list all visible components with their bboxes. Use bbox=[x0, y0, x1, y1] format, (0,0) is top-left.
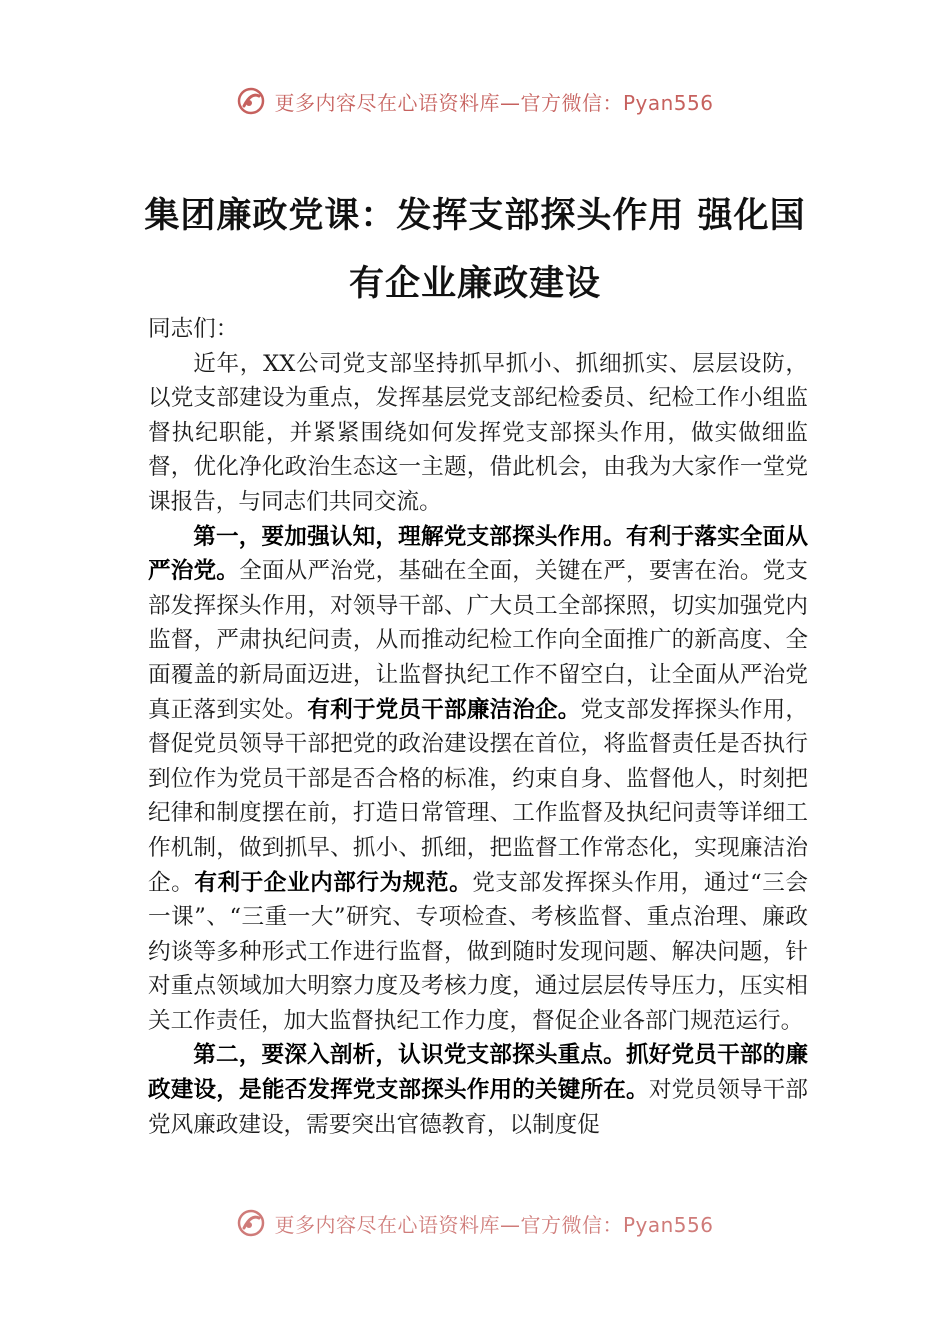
watermark-footer bbox=[0, 1208, 950, 1238]
document-title-line-2: 有企业廉政建设 bbox=[348, 264, 601, 304]
paragraph-text: 全面从严治党，基础在全面，关键在严，要害在治。党支部发挥探头作用，对领导干部、广大员工全部探照，切实加强党内监督，严肃执纪问责，从而推动纪检工作向全面推广的新高度、全面覆盖的新局面迈进，让监督执纪工作不留空白，让全面从严治党真正落到实处。 bbox=[148, 558, 809, 723]
bold-subheading: 有利于企业内部行为规范。 bbox=[194, 869, 473, 896]
bold-heading-second: 第二，要深入剖析，认识党支部探头重点。抓好党员干部的廉政建设，是能否发挥党支部探头作用的关键所在。 bbox=[148, 1042, 808, 1104]
paragraph-text: 党支部发挥探头作用，督促党员领导干部把党的政治建设摆在首位，将监督责任是否执行到位作为党员干部是否合格的标准，约束自身、监督他人，时刻把纪律和制度摆在前，打造日常管理、工作监督及执纪问责等详细工作机制，做到抓早、抓小、抓细，把监督工作常态化，实现廉洁治企。 bbox=[148, 696, 809, 896]
paragraph-text: 对党员领导干部党风廉政建设，需要突出官德教育，以制度促 bbox=[148, 1077, 809, 1138]
salutation: 同志们： bbox=[148, 316, 239, 342]
bold-heading-first: 第一，要加强认知，理解党支部探头作用。有利于落实全面从严治党。 bbox=[148, 523, 808, 585]
document-body bbox=[148, 312, 808, 1142]
watermark-text: 更多内容尽在心语资料库—官方微信：Pyan556 bbox=[274, 90, 714, 115]
paragraph-text: 党支部发挥探头作用，通过“三会一课”、“三重一大”研究、专项检查、考核监督、重点治理、廉政约谈等多种形式工作进行监督，做到随时发现问题、解决问题，针对重点领域加大明察力度及考核力度，通过层层传导压力，压实相关工作责任，加大监督执纪工作力度，督促企业各部门规范运行。 bbox=[148, 869, 809, 1034]
paragraph-second-point bbox=[148, 1038, 808, 1142]
watermark-header bbox=[0, 86, 950, 116]
brand-logo-icon bbox=[236, 1208, 266, 1238]
document-title-line-1: 集团廉政党课：发挥支部探头作用 强化国 bbox=[144, 196, 806, 236]
paragraph-first-point bbox=[148, 520, 808, 1039]
paragraph-intro: 近年，XX公司党支部坚持抓早抓小、抓细抓实、层层设防，以党支部建设为重点，发挥基层党支部纪检委员、纪检工作小组监督执纪职能，并紧紧围绕如何发挥党支部探头作用，做实做细监督，优化净化政治生态这一主题，借此机会，由我为大家作一堂党课报告，与同志们共同交流。 bbox=[148, 350, 808, 515]
watermark-text: 更多内容尽在心语资料库—官方微信：Pyan556 bbox=[274, 1212, 714, 1237]
bold-subheading: 有利于党员干部廉洁治企。 bbox=[307, 696, 581, 723]
brand-logo-icon bbox=[236, 86, 266, 116]
